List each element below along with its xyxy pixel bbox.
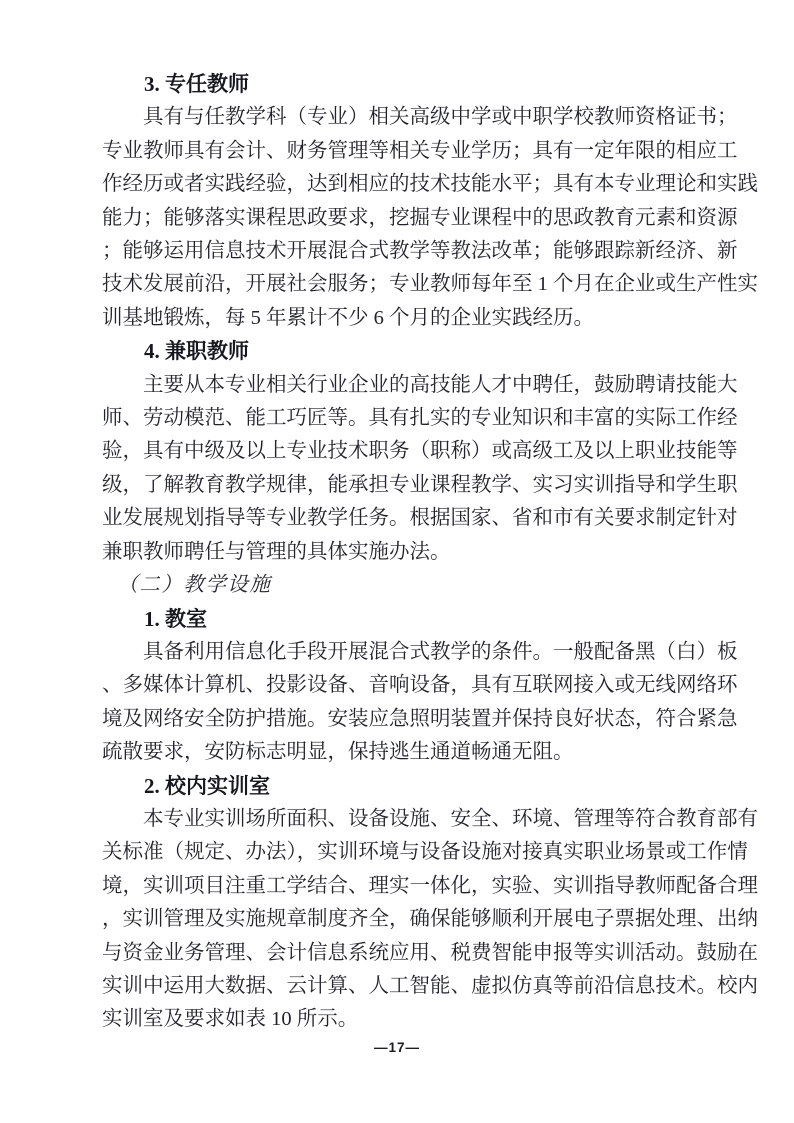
paragraph-line: 业发展规划指导等专业教学任务。根据国家、省和市有关要求制定针对 (102, 507, 738, 530)
document-body (102, 68, 758, 1037)
paragraph-line: 疏散要求，安防标志明显，保持逃生通道畅通无阻。 (102, 741, 574, 764)
paragraph-line: 验，具有中级及以上专业技术职务（职称）或高级工及以上职业技能等 (102, 440, 738, 463)
paragraph-line: 境，实训项目注重工学结合、理实一体化，实验、实训指导教师配备合理 (102, 874, 758, 897)
paragraph-line: 本专业实训场所面积、设备设施、安全、环境、管理等符合教育部有 (143, 807, 758, 830)
paragraph-line: 与资金业务管理、会计信息系统应用、税费智能申报等实训活动。鼓励在 (102, 941, 758, 964)
paragraph-line: 师、劳动模范、能工巧匠等。具有扎实的专业知识和丰富的实际工作经 (102, 407, 738, 430)
paragraph-line: 、多媒体计算机、投影设备、音响设备，具有互联网接入或无线网络环 (102, 674, 738, 697)
paragraph-line: ；能够运用信息技术开展混合式教学等教法改革；能够跟踪新经济、新 (102, 240, 738, 263)
paragraph-line: 级，了解教育教学规律，能承担专业课程教学、实习实训指导和学生职 (102, 473, 738, 496)
paragraph-line: 专业教师具有会计、财务管理等相关专业学历；具有一定年限的相应工 (102, 139, 738, 162)
paragraph-line: 实训室及要求如表 10 所示。 (102, 1008, 359, 1031)
paragraph-line: 兼职教师聘任与管理的具体实施办法。 (102, 540, 451, 563)
section-heading: 1. 教室 (144, 606, 207, 631)
paragraph-line: 具备利用信息化手段开展混合式教学的条件。一般配备黑（白）板 (143, 640, 738, 663)
section-heading: 4. 兼职教师 (144, 339, 249, 364)
section-heading: 3. 专任教师 (144, 72, 249, 96)
subsection-heading: （二）教学设施 (117, 574, 272, 597)
paragraph-line: ，实训管理及实施规章制度齐全，确保能够顺利开展电子票据处理、出纳 (102, 908, 758, 931)
paragraph-line: 具有与任教学科（专业）相关高级中学或中职学校教师资格证书； (143, 106, 738, 129)
section-heading: 2. 校内实训室 (144, 773, 270, 798)
paragraph-line: 作经历或者实践经验，达到相应的技术技能水平；具有本专业理论和实践 (102, 173, 758, 196)
page-number: —17— (373, 1040, 421, 1055)
paragraph-line: 主要从本专业相关行业企业的高技能人才中聘任，鼓励聘请技能大 (143, 373, 738, 396)
paragraph-line: 境及网络安全防护措施。安装应急照明装置并保持良好状态，符合紧急 (102, 707, 738, 730)
paragraph-line: 训基地锻炼，每 5 年累计不少 6 个月的企业实践经历。 (102, 306, 594, 329)
paragraph-line: 关标准（规定、办法），实训环境与设备设施对接真实职业场景或工作情 (102, 841, 748, 864)
paragraph-line: 实训中运用大数据、云计算、人工智能、虚拟仿真等前沿信息技术。校内 (102, 974, 758, 997)
paragraph-line: 能力；能够落实课程思政要求，挖掘专业课程中的思政教育元素和资源 (102, 206, 738, 229)
paragraph-line: 技术发展前沿，开展社会服务；专业教师每年至 1 个月在企业或生产性实 (102, 273, 758, 296)
